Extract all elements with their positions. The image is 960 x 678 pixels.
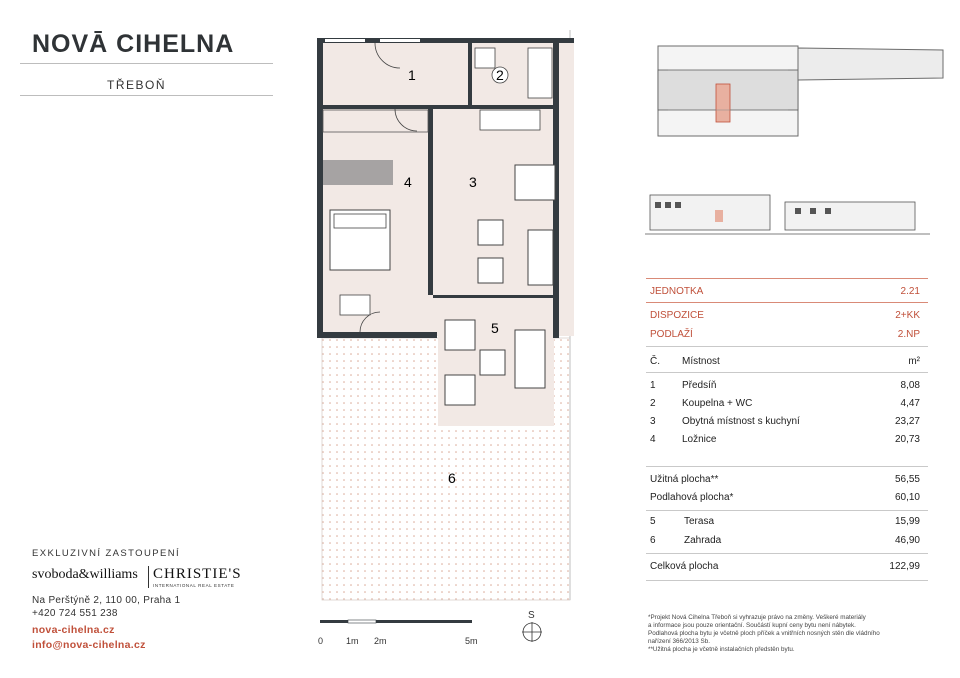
dispozice-value: 2+KK	[895, 310, 920, 321]
north-label: S	[528, 610, 535, 621]
agency-logo-svoboda-williams: svoboda&williams	[32, 567, 138, 582]
scale-tick-1m: 1m	[346, 636, 359, 646]
room-row-num: 4	[650, 434, 656, 445]
podlahova-label: Podlahová plocha*	[650, 492, 734, 503]
website-link[interactable]: nova-cihelna.cz	[32, 624, 115, 636]
agency-label: EXKLUZIVNÍ ZASTOUPENÍ	[32, 548, 181, 559]
celkova-label: Celková plocha	[650, 561, 719, 572]
podlazi-value: 2.NP	[897, 329, 920, 340]
scale-tick-5m: 5m	[465, 636, 478, 646]
divider	[646, 278, 928, 279]
room-number-4: 4	[404, 174, 412, 190]
room-number-6: 6	[448, 470, 456, 486]
room-row-area: 20,73	[894, 434, 920, 445]
footnote-line-5: **Užitná plocha je včetně instalačních předstěn bytu.	[648, 646, 795, 653]
room-row-name: Předsíň	[682, 380, 717, 391]
agency-logo-christies: CHRISTIE'S	[153, 566, 242, 582]
brand-title: NOVĀ CIHELNA	[32, 30, 235, 58]
room-number-1: 1	[408, 67, 416, 83]
footnote-line-1: *Projekt Nová Cihelna Třeboň si vyhrazuje právo na změny. Veškeré materiály	[648, 614, 866, 621]
scale-tick-0: 0	[318, 636, 324, 646]
room-number-3: 3	[469, 174, 477, 190]
outdoor-row-area: 46,90	[894, 535, 920, 546]
col-header-room: Místnost	[682, 356, 720, 367]
col-header-area: m²	[908, 356, 920, 367]
agency-address: Na Perštýně 2, 110 00, Praha 1	[32, 595, 181, 606]
room-number-2: 2	[496, 67, 504, 83]
room-number-5: 5	[491, 320, 499, 336]
divider	[646, 510, 928, 511]
agency-logo-christies-sub: INTERNATIONAL REAL ESTATE	[153, 583, 235, 588]
divider	[646, 346, 928, 347]
room-row-num: 2	[650, 398, 656, 409]
room-row-area: 23,27	[894, 416, 920, 427]
outdoor-row-name: Terasa	[684, 516, 715, 527]
email-link[interactable]: info@nova-cihelna.cz	[32, 639, 146, 651]
scale-tick-2m: 2m	[374, 636, 387, 646]
divider	[646, 580, 928, 581]
footnote-line-2: a informace jsou pouze orientační. Součástí kupní ceny bytu není nábytek.	[648, 622, 856, 629]
podlazi-label: PODLAŽÍ	[650, 329, 693, 340]
outdoor-row-area: 15,99	[894, 516, 920, 527]
divider	[646, 466, 928, 467]
building-site-plan	[648, 38, 948, 138]
jednotka-label: JEDNOTKA	[650, 286, 704, 297]
building-elevation	[645, 180, 930, 240]
brand-divider-bottom	[20, 95, 273, 96]
floor-plan	[300, 30, 590, 660]
col-header-num: Č.	[650, 356, 660, 367]
room-row-area: 8,08	[900, 380, 920, 391]
brand-subtitle: TŘEBOŇ	[106, 78, 166, 92]
uzitna-value: 56,55	[894, 474, 920, 485]
room-row-name: Ložnice	[682, 434, 717, 445]
room-row-name: Obytná místnost s kuchyní	[682, 416, 800, 427]
room-row-name: Koupelna + WC	[682, 398, 753, 409]
unit-highlight	[716, 84, 730, 122]
dispozice-label: DISPOZICE	[650, 310, 704, 321]
outdoor-row-num: 5	[650, 516, 656, 527]
celkova-value: 122,99	[889, 561, 920, 572]
podlahova-value: 60,10	[894, 492, 920, 503]
footnote-line-4: nařízení 366/2013 Sb.	[648, 638, 710, 645]
uzitna-label: Užitná plocha**	[650, 474, 719, 485]
divider	[646, 372, 928, 373]
agency-phone[interactable]: +420 724 551 238	[32, 608, 118, 619]
room-row-num: 1	[650, 380, 656, 391]
scale-bar	[318, 620, 478, 646]
footnote-line-3: Podlahová plocha bytu je včetně ploch příček a vnitřních nosných stěn dle vládního	[648, 630, 880, 637]
outdoor-row-num: 6	[650, 535, 656, 546]
divider	[646, 553, 928, 554]
logo-separator	[148, 566, 149, 588]
room-row-num: 3	[650, 416, 656, 427]
brand-divider-top	[20, 63, 273, 64]
outdoor-row-name: Zahrada	[684, 535, 722, 546]
room-row-area: 4,47	[900, 398, 920, 409]
north-arrow-icon	[522, 610, 542, 642]
jednotka-value: 2.21	[900, 286, 920, 297]
divider	[646, 302, 928, 303]
